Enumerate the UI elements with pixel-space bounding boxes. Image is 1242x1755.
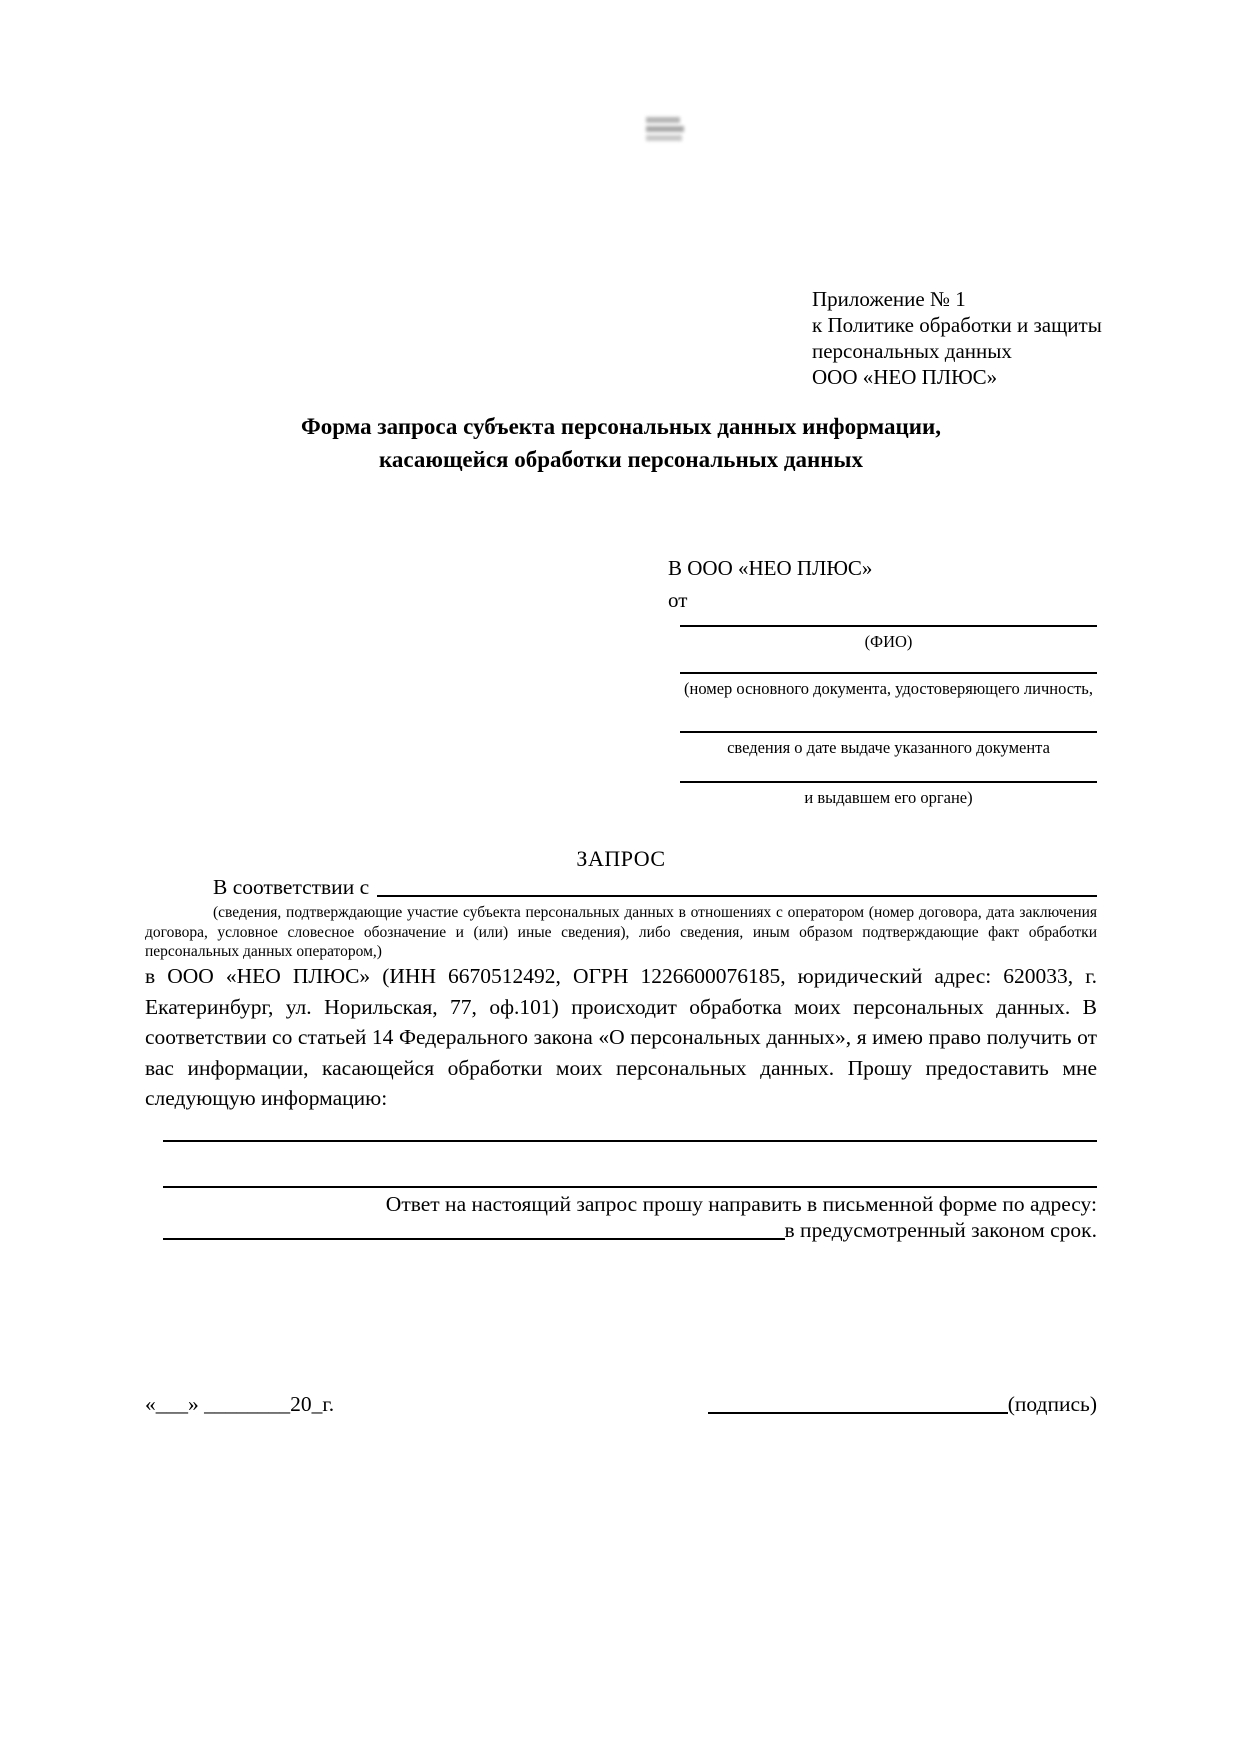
signature-block	[708, 1392, 1097, 1417]
appendix-header-line: Приложение № 1	[812, 287, 966, 311]
blank-line-signature	[708, 1412, 1008, 1414]
appendix-header-line: к Политике обработки и защиты	[812, 313, 1102, 337]
document-title-line: Форма запроса субъекта персональных данных информации,	[300, 414, 942, 439]
blank-line-issuing-authority	[680, 781, 1097, 783]
intro-prefix: В соответствии с	[213, 875, 370, 899]
signature-caption: (подпись)	[1007, 1392, 1097, 1416]
blank-line-address	[163, 1238, 785, 1240]
addressee-company: В ООО «НЕО ПЛЮС»	[668, 556, 873, 580]
appendix-header-line: персональных данных	[812, 339, 1012, 363]
logo-bar	[646, 117, 680, 123]
caption-document-number: (номер основного документа, удостоверяющего личность,	[684, 679, 1093, 698]
caption-issue-date: сведения о дате выдаче указанного документа	[727, 738, 1050, 757]
blank-line-document-number	[680, 672, 1097, 674]
logo-bar	[646, 135, 682, 141]
addressee-from-label: от	[668, 588, 688, 612]
intro-row	[145, 874, 1097, 900]
response-address-row	[163, 1218, 1097, 1243]
request-heading: ЗАПРОС	[576, 846, 666, 871]
blank-line-info-2	[163, 1186, 1097, 1188]
appendix-header-line: ООО «НЕО ПЛЮС»	[812, 365, 998, 389]
logo-bar	[646, 126, 684, 132]
footer-row	[145, 1392, 1097, 1417]
request-body: в ООО «НЕО ПЛЮС» (ИНН 6670512492, ОГРН 1226600076185, юридический адрес: 620033, г. Екатеринбург, ул. Норильская, 77, оф.101) происходит обработка моих персональных данных. В соответствии со статьей 14 Федерального закона «О персональных данных», я имею право получить от вас информации, касающейся обработки моих персональных данных. Прошу предоставить мне следующую информацию:	[145, 964, 1097, 1110]
response-suffix: в предусмотренный законом срок.	[784, 1218, 1097, 1242]
blank-line-issue-date	[680, 731, 1097, 733]
caption-issuing-authority: и выдавшем его органе)	[804, 788, 973, 807]
document-title-line: касающейся обработки персональных данных	[378, 447, 864, 472]
date-blank: «___» ________20_г.	[145, 1392, 335, 1416]
caption-fio: (ФИО)	[864, 632, 913, 651]
response-instruction: Ответ на настоящий запрос прошу направить в письменной форме по адресу:	[385, 1192, 1097, 1216]
blank-line-fio	[680, 625, 1097, 627]
blurred-logo-icon	[646, 117, 684, 145]
appendix-header	[812, 286, 1102, 390]
blank-line-basis	[377, 895, 1097, 897]
blank-line-info-1	[163, 1140, 1097, 1142]
basis-footnote: (сведения, подтверждающие участие субъекта персональных данных в отношениях с оператором (номер договора, дата заключения договора, условное словесное обозначение и (или) иные сведения), либо сведения, иным образом подтверждающие факт обработки персональных данных оператором,)	[145, 904, 1097, 960]
document-title	[145, 410, 1097, 476]
